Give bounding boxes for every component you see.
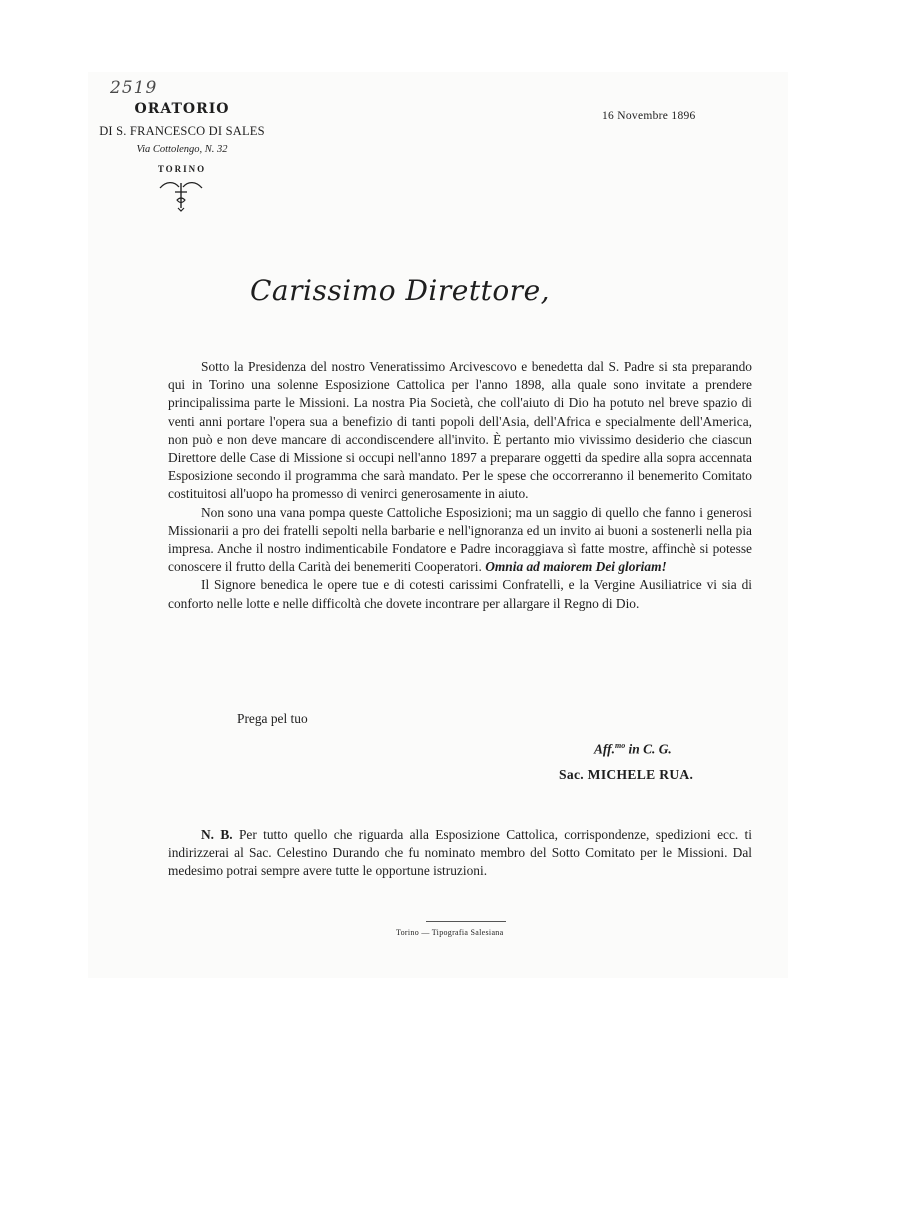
letter-body: [168, 358, 752, 613]
handwritten-archive-number: 2519: [110, 78, 158, 98]
aff-prefix: Aff.: [594, 741, 615, 757]
latin-motto: Omnia ad maiorem Dei gloriam!: [485, 559, 667, 575]
affectionate-sign-off: [594, 741, 672, 757]
nota-bene-text: Per tutto quello che riguarda alla Esposizione Cattolica, corrispondenze, spedizioni ecc. ti indirizzerai al Sac. Celestino Durando che fu nominato membro del Sotto Comitato per le Missioni. Dal medesimo potrai sempre avere tutte le opportune istruzioni.: [168, 827, 752, 879]
letterhead-city: TORINO: [157, 164, 207, 174]
letter-date: 16 Novembre 1896: [602, 110, 696, 122]
closing-line: Prega pel tuo: [237, 711, 308, 726]
nota-bene: [168, 826, 752, 881]
letterhead-org-subtitle: DI S. FRANCESCO DI SALES: [99, 124, 265, 138]
aff-superscript: mo: [614, 741, 626, 750]
body-paragraph-2: [168, 504, 752, 577]
salutation: Carissimo Direttore,: [250, 274, 551, 307]
body-paragraph-3: Il Signore benedica le opere tue e di cotesti carissimi Confratelli, e la Vergine Ausiliatrice vi sia di conforto nelle lotte e nelle difficoltà che dovete incontrare per allargare il Regno di Dio.: [168, 577, 752, 611]
letterhead-org-name: ORATORIO: [134, 101, 230, 117]
printer-imprint: Torino — Tipografia Salesiana: [396, 928, 504, 937]
aff-rest: in C. G.: [625, 741, 672, 757]
signature-name: Sac. MICHELE RUA.: [559, 767, 694, 782]
body-paragraph-2-text: Non sono una vana pompa queste Cattoliche Esposizioni; ma un saggio di quello che fanno i generosi Missionarii a pro dei fratelli sepolti nella barbarie e nell'ignoranza ed un invito ai buoni a sostenerli nella pia impresa. Anche il nostro indimenticabile Fondatore e Padre incoraggiava sì fatte mostre, affinchè si potesse conoscere il frutto della Carità dei benemeriti Cooperatori.: [168, 504, 752, 575]
body-paragraph-1: Sotto la Presidenza del nostro Veneratissimo Arcivescovo e benedetta dal S. Padre si sta preparando qui in Torino una solenne Esposizione Cattolica per l'anno 1898, alla quale sono invitate a prendere principalissima parte le Missioni. La nostra Pia Società, che coll'aiuto di Dio ha potuto nel breve spazio di venti anni portare l'opera sua a benefizio di tanti popoli dell'Asia, dell'Africa e specialmente dell'America, non può e non deve mancare di accondiscendere all'invito. È pertanto mio vivissimo desiderio che ciascun Direttore delle Case di Missione si occupi nell'anno 1897 a preparare oggetti da spedire alla sopra accennata Esposizione secondo il programma che sarà mandato. Per le spese che occorreranno il benemerito Comitato costituitosi all'uopo ha promesso di venirci generosamente in aiuto.: [168, 359, 752, 502]
flourish-ornament-icon: [158, 178, 204, 212]
nota-bene-label: N. B.: [201, 827, 233, 842]
letterhead-address: Via Cottolengo, N. 32: [136, 144, 228, 155]
footer-divider: [426, 921, 506, 922]
